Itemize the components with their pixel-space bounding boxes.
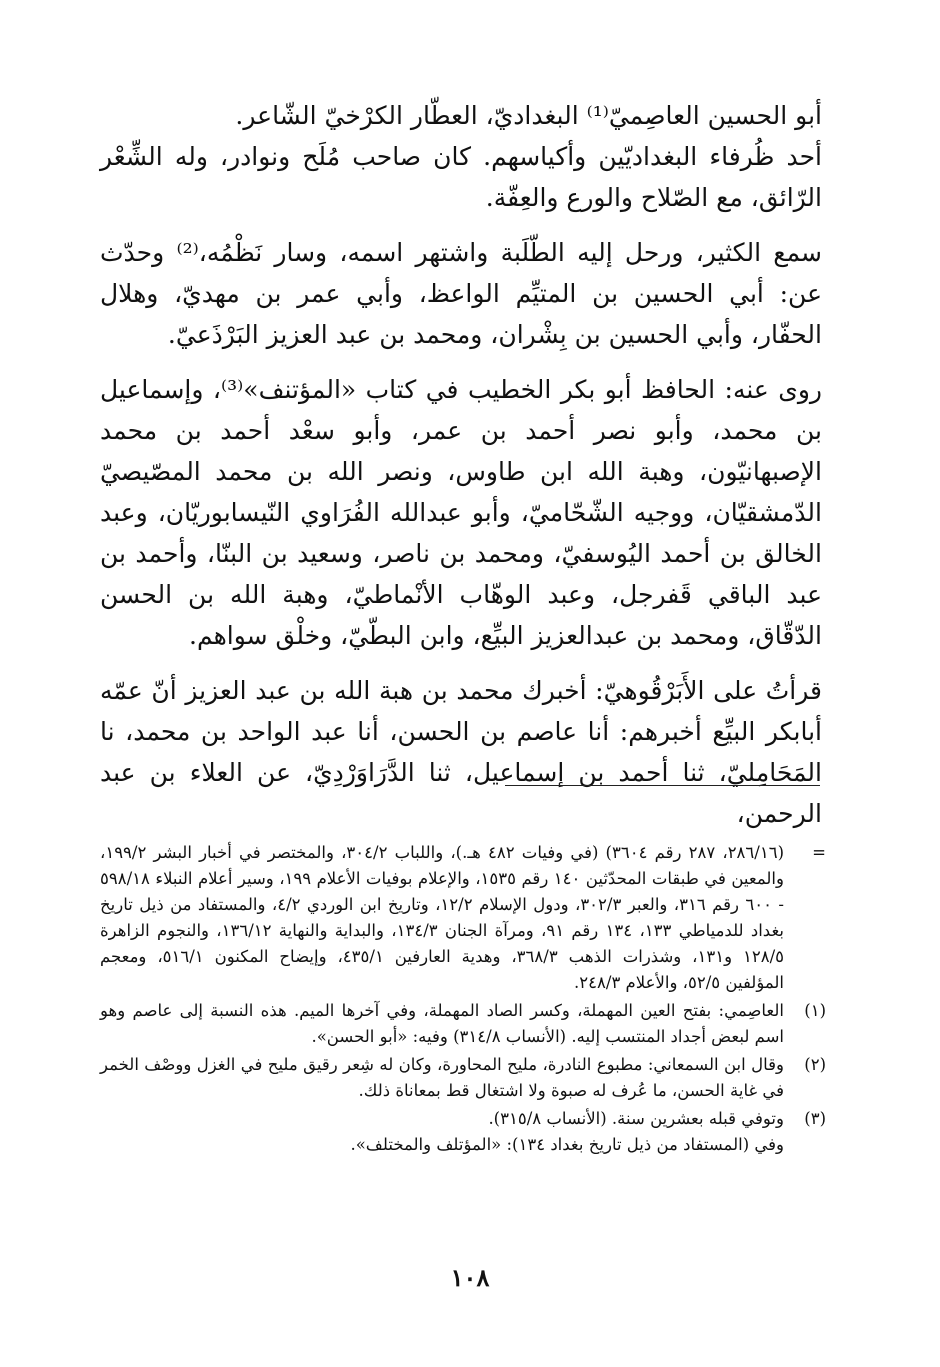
paragraph-students: روى عنه: الحافظ أبو بكر الخطيب في كتاب «المؤتنف»⁽³⁾، وإسماعيل بن محمد، وأبو نصر أحمد بن عمر، وأبو سعْد أحمد بن محمد الإصبهانيّون، وهبة الله ابن طاوس، ونصر الله بن محمد المصّيصيّ الدّمشقيّان، ووجيه الشّحّاميّ، وأبو عبدالله الفُرَاوي النّيسابوريّان، وعبد الخالق بن أحمد اليُوسفيّ، ومحمد بن ناصر، وسعيد بن البنّا، وأحمد بن عبد الباقي قَفرجل، وعبد الوهّاب الأنْماطيّ، وهبة الله بن الحسن الدّقّاق، ومحمد بن عبدالعزيز البيِّع، وابن البطّيّ، وخلْق سواهم. [100,375,822,650]
footnote-line: وتوفي قبله بعشرين سنة. (الأنساب ٣١٥/٨). [488,1109,784,1128]
footnote-text [100,1106,784,1158]
footnote-continuation [100,840,826,996]
entry-heading: أبو الحسين العاصِميّ⁽¹⁾ البغداديّ، العطّار الكرْخيّ الشّاعر. [235,101,822,130]
footnote-marker: (٣) [804,1109,826,1128]
main-text [100,95,822,834]
footnote-1 [100,998,826,1050]
footnote-text: وقال ابن السمعاني: مطبوع النادرة، مليح المحاورة، وكان له شِعر رقيق مليح في الغزل ووصْف الخمر في غاية الحسن، ما عُرف له صبوة ولا اشتغال قط بمعاناة ذلك. [100,1055,784,1100]
paragraph-teachers: سمع الكثير، ورحل إليه الطّلَبة واشتهر اسمه، وسار نَظْمُه،⁽²⁾ وحدّث عن: أبي الحسين بن المتيِّم الواعظ، وأبي عمر بن مهديّ، وهلال الحفّار، وأبي الحسين بن بِشْران، ومحمد بن عبد العزيز البَرْذَعيّ. [100,238,822,349]
footnote-text: (٢٨٦/١٦، ٢٨٧ رقم ٣٦٠٤) (في وفيات ٤٨٢ هـ.)، واللباب ٣٠٤/٢، والمختصر في أخبار البشر ١٩٩/٢، والمعين في طبقات المحدّثين ١٤٠ رقم ١٥٣٥، والإعلام بوفيات الأعلام ١٩٩، وسير أعلام النبلاء ٥٩٨/١٨ - ٦٠٠ رقم ٣١٦، والعبر ٣٠٢/٣، ودول الإسلام ١٢/٢، وتاريخ ابن الوردي ٤/٢، والمستفاد من ذيل تاريخ بغداد للدمياطي ١٣٣، ١٣٤ رقم ٩١، ومرآة الجنان ١٣٤/٣، والبداية والنهاية ١٣٦/١٢، والنجوم الزاهرة ١٢٨/٥ و١٣١، وشذرات الذهب ٣٦٨/٣، وهدية العارفين ٤٣٥/١، وإيضاح المكنون ٥١٦/١، ومعجم المؤلفين ٥٢/٥، والأعلام ٢٤٨/٣. [100,843,785,992]
footnote-marker: (٢) [804,1055,826,1074]
footnote-text: العاصِمي: بفتح العين المهملة، وكسر الصاد المهملة، وفي آخرها الميم. هذه النسبة إلى عاصم وهو اسم لبعض أجداد المنتسب إليه. (الأنساب ٣١٤/٨) وفيه: «أبو الحسن». [100,1001,784,1046]
footnote-2 [100,1052,826,1104]
footnote-divider [505,785,820,786]
footnote-marker: (١) [804,1001,826,1020]
paragraph-isnad: قرأتُ على الأَبَرْقُوهيّ: أخبرك محمد بن هبة الله بن عبد العزيز أنّ عمّه أبابكر البيِّع أخبرهم: أنا عاصم بن الحسن، أنا عبد الواحد بن محمد، نا المَحَامِليّ، ثنا أحمد بن إسماعيل، ثنا الدَّرَاوَرْدِيّ، عن العلاء بن عبد الرحمن، [100,676,822,828]
footnote-line-extra: وفي (المستفاد من ذيل تاريخ بغداد ١٣٤): «المؤتلف والمختلف». [350,1135,784,1154]
page-number: ١٠٨ [450,1263,490,1292]
paragraph-description: أحد ظُرفاء البغداديّين وأكياسهم. كان صاحب مُلَح ونوادر، وله الشِّعْر الرّائق، مع الصّلاح والورع والعِفّة. [100,142,822,212]
footnotes [100,840,826,1160]
footnote-marker: = [812,843,826,862]
footnote-3 [100,1106,826,1158]
